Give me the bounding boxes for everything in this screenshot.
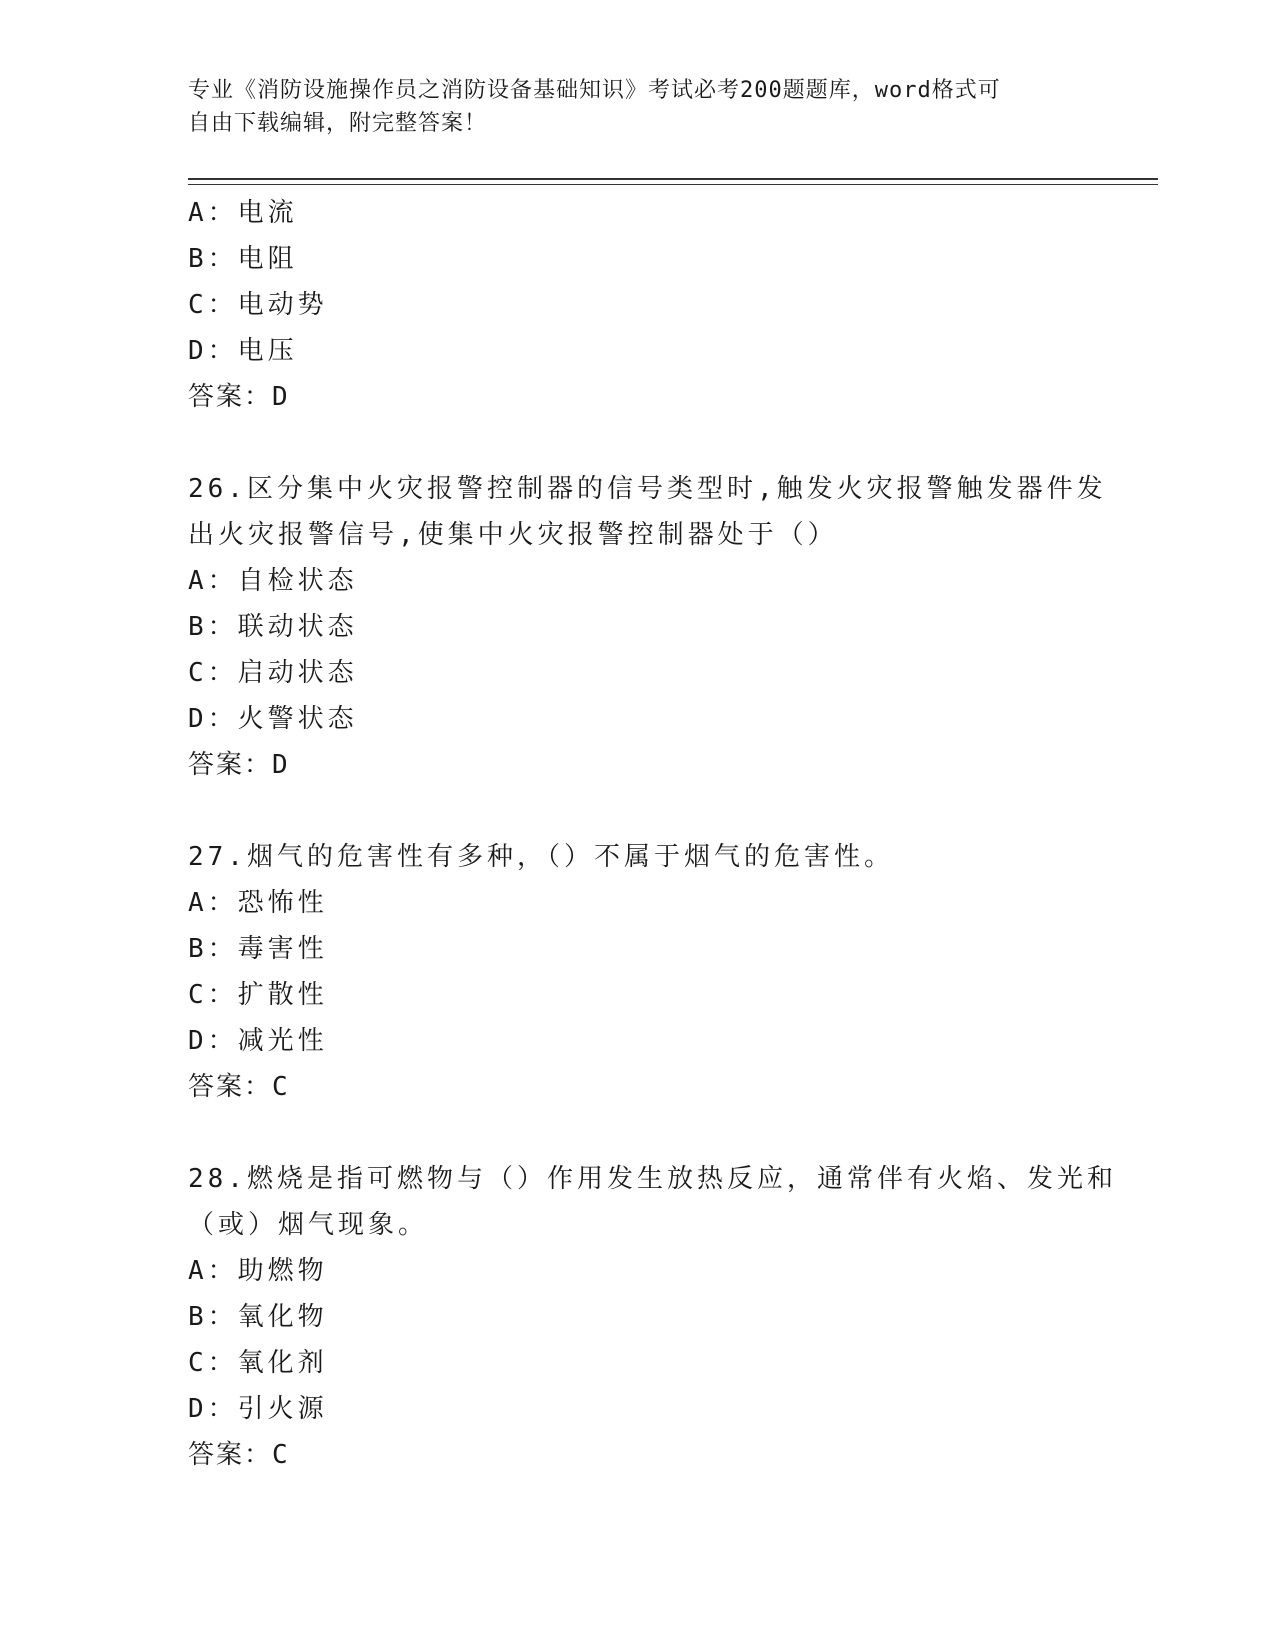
question-26 (188, 466, 1108, 788)
question-text-line-2: 出火灾报警信号,使集中火灾报警控制器处于（） (188, 520, 838, 550)
answer-line (188, 374, 1108, 420)
answer-line (188, 1064, 1108, 1110)
option-c: C：扩散性 (188, 980, 328, 1010)
option-a: A：助燃物 (188, 1256, 328, 1286)
header-line-1: 专业《消防设施操作员之消防设备基础知识》考试必考200题题库，word格式可 (188, 78, 1001, 103)
option-c: C：启动状态 (188, 658, 358, 688)
answer-value: C (272, 1072, 290, 1102)
option-b: B：氧化物 (188, 1302, 328, 1332)
option-d: D：电压 (188, 336, 298, 366)
question-text-line-1: 27.烟气的危害性有多种，（）不属于烟气的危害性。 (188, 842, 894, 872)
answer-label: 答案： (188, 750, 273, 780)
header-line-2: 自由下载编辑，附完整答案！ (188, 111, 488, 136)
question-28 (188, 1156, 1117, 1478)
question-list (188, 190, 1117, 1478)
option-d: D：减光性 (188, 1026, 328, 1056)
question-27 (188, 834, 1108, 1110)
header-divider-thick (188, 178, 1158, 180)
page-header (188, 74, 1088, 140)
header-divider-thin (188, 184, 1158, 185)
question-25 (188, 190, 1108, 420)
option-c: C：氧化剂 (188, 1348, 328, 1378)
answer-value: D (272, 382, 290, 412)
option-a: A：电流 (188, 198, 298, 228)
answer-label: 答案： (188, 1440, 273, 1470)
option-b: B：联动状态 (188, 612, 358, 642)
answer-line (188, 1432, 1108, 1478)
question-text-line-2: （或）烟气现象。 (188, 1210, 429, 1240)
option-a: A：自检状态 (188, 566, 358, 596)
answer-line (188, 742, 1108, 788)
option-a: A：恐怖性 (188, 888, 328, 918)
answer-label: 答案： (188, 1072, 273, 1102)
option-b: B：毒害性 (188, 934, 328, 964)
option-d: D：引火源 (188, 1394, 328, 1424)
answer-value: C (272, 1440, 290, 1470)
question-text-line-1: 28.燃烧是指可燃物与（）作用发生放热反应，通常伴有火焰、发光和 (188, 1164, 1117, 1194)
option-c: C：电动势 (188, 290, 328, 320)
option-b: B：电阻 (188, 244, 298, 274)
question-text-line-1: 26.区分集中火灾报警控制器的信号类型时,触发火灾报警触发器件发 (188, 474, 1107, 504)
answer-label: 答案： (188, 382, 273, 412)
answer-value: D (272, 750, 290, 780)
option-d: D：火警状态 (188, 704, 358, 734)
